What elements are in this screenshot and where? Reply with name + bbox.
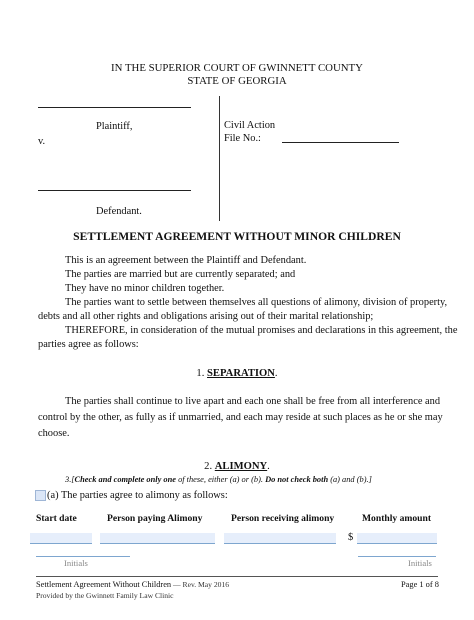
intro-paragraph-4a: The parties want to settle between themselves all questions of alimony, division of property,: [65, 297, 448, 308]
monthly-amount-field[interactable]: [357, 533, 437, 544]
footer-doc-name: [36, 580, 229, 589]
alimony-instructions: [65, 475, 372, 484]
footer-page-number: Page 1 of 8: [401, 580, 439, 589]
section-1-body-3: choose.: [38, 428, 70, 439]
initials-left-label: Initials: [64, 558, 88, 568]
section-1-title: SEPARATION: [207, 368, 275, 379]
section-1-period: .: [274, 368, 278, 379]
defendant-name-line[interactable]: [38, 190, 191, 191]
versus-label: v.: [38, 136, 46, 147]
file-no-label: File No.:: [224, 133, 261, 144]
instr-bold: Check and complete only one: [74, 475, 176, 484]
section-2-period: .: [267, 461, 270, 472]
instr-bold-2: Do not check both: [265, 475, 329, 484]
file-no-line[interactable]: [282, 142, 399, 143]
option-a-checkbox[interactable]: [35, 490, 46, 501]
footer-left: Settlement Agreement Without Children: [36, 580, 172, 589]
col-person-paying: Person paying Alimony: [107, 513, 203, 524]
intro-paragraph-2: The parties are married but are currently separated; and: [65, 269, 296, 280]
intro-paragraph-4b: debts and all other rights and obligations arising out of their marital relationship;: [38, 311, 374, 322]
section-2-heading: [0, 461, 474, 472]
intro-paragraph-1: This is an agreement between the Plaintiff and Defendant.: [65, 255, 307, 266]
initials-right-line[interactable]: [358, 556, 436, 557]
initials-right-label: Initials: [408, 558, 432, 568]
section-2-number: 2.: [204, 461, 213, 472]
section-2-title: ALIMONY: [214, 461, 268, 472]
plaintiff-name-line[interactable]: [38, 107, 191, 108]
intro-paragraph-3: They have no minor children together.: [65, 283, 225, 294]
instr-mid: of these, either (a) or (b).: [175, 475, 266, 484]
section-1-body-1: The parties shall continue to live apart and each one shall be free from all interference and: [65, 396, 441, 407]
civil-action-label: Civil Action: [224, 120, 276, 131]
intro-paragraph-5b: parties agree as follows:: [38, 339, 139, 350]
section-1-heading: [0, 368, 474, 379]
caption-divider: [219, 96, 220, 221]
col-monthly-amount: Monthly amount: [362, 513, 432, 524]
col-person-receiving: Person receiving alimony: [231, 513, 335, 524]
option-a-label: (a) The parties agree to alimony as follows:: [47, 490, 228, 501]
plaintiff-label: Plaintiff,: [96, 121, 133, 132]
start-date-field[interactable]: [30, 533, 92, 544]
person-paying-field[interactable]: [100, 533, 215, 544]
initials-left-line[interactable]: [36, 556, 130, 557]
section-1-body-2: control by the other, as fully as if unmarried, and each may reside at such places as he or she may: [38, 412, 443, 423]
footer-rev: — Rev. May 2016: [171, 580, 230, 589]
intro-paragraph-5a: THEREFORE, in consideration of the mutual promises and declarations in this agreement, the: [65, 325, 458, 336]
person-receiving-field[interactable]: [224, 533, 336, 544]
instr-end: (a) and (b).]: [328, 475, 372, 484]
defendant-label: Defendant.: [96, 206, 142, 217]
section-1-number: 1.: [196, 368, 205, 379]
dollar-sign: $: [348, 532, 354, 543]
court-name: IN THE SUPERIOR COURT OF GWINNETT COUNTY: [111, 62, 363, 74]
col-start-date: Start date: [36, 513, 77, 524]
court-state: STATE OF GEORGIA: [187, 75, 287, 87]
footer-rule: [36, 576, 438, 577]
instr-prefix: 3.[: [65, 475, 75, 484]
footer-provided: Provided by the Gwinnett Family Law Clinic: [36, 591, 174, 600]
document-title: SETTLEMENT AGREEMENT WITHOUT MINOR CHILDREN: [73, 230, 401, 243]
